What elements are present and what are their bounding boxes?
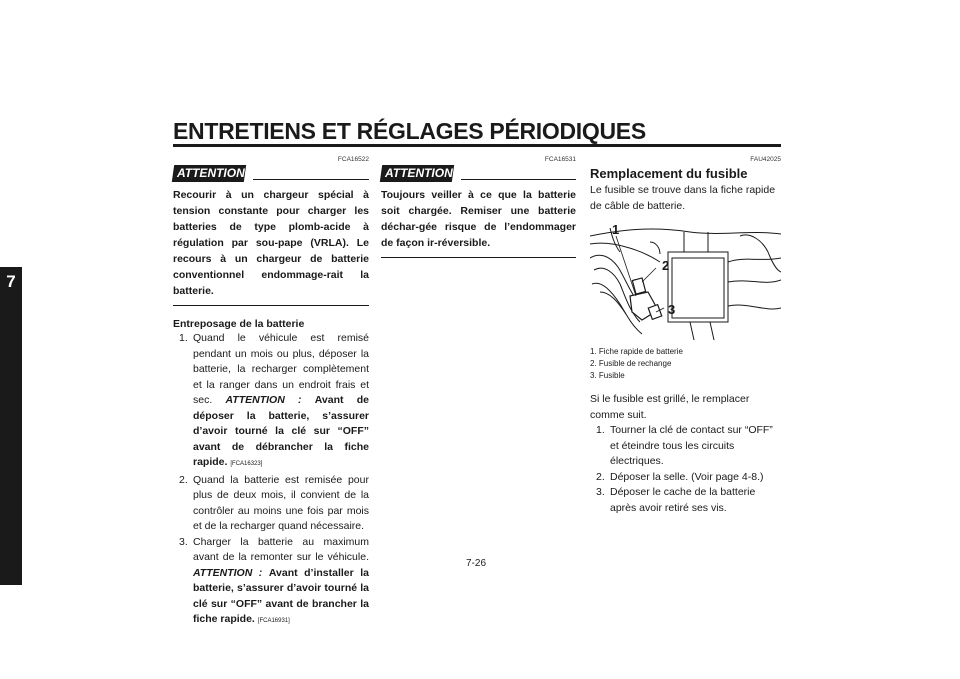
fuse-figure xyxy=(590,222,781,342)
storage-title: Entreposage de la batterie xyxy=(173,318,305,330)
attention-header xyxy=(173,165,369,185)
attention-header xyxy=(381,165,576,185)
caption-1: 1. Fiche rapide de batterie xyxy=(590,347,683,356)
list-item: 1. Tourner la clé de contact sur “OFF” et éteindre tous les circuits électriques. xyxy=(596,424,773,467)
warning-label: ATTENTION : xyxy=(193,566,263,579)
chapter-number: 7 xyxy=(6,272,16,291)
chapter-tab xyxy=(0,267,22,585)
column-1 xyxy=(173,156,369,630)
replace-intro: Si le fusible est grillé, le remplacer comme suit. xyxy=(590,393,750,421)
warning-label: ATTENTION : xyxy=(225,394,302,406)
caption-3: 3. Fusible xyxy=(590,371,625,380)
attention-label: ATTENTION xyxy=(380,165,454,182)
page-title: ENTRETIENS ET RÉGLAGES PÉRIODIQUES xyxy=(173,118,646,144)
reference-code: [FCA16323] xyxy=(230,461,263,467)
attention-line xyxy=(461,179,576,180)
attention-code: FCA16522 xyxy=(337,156,369,163)
attention-text: Toujours veiller à ce que la batterie soit chargée. Remiser une batterie déchar-gée risque de l’endommager de façon ir-réversible. xyxy=(381,189,576,249)
section-title: Remplacement du fusible xyxy=(590,166,748,181)
callout-1: 1 xyxy=(612,222,620,237)
attention-end-rule xyxy=(173,305,369,306)
attention-text: Recourir à un chargeur spécial à tension constante pour charger les batteries de type plomb-acide à régulation par sou-pape (VRLA). Le recours à un chargeur de batterie conventionnel endommage-rait la batterie. xyxy=(173,189,369,297)
callout-2: 2 xyxy=(662,258,670,273)
list-item: 2. Quand la batterie est remisée pour plus de deux mois, il convient de la contrôler au moins une fois par mois et de la recharger quand nécessaire. xyxy=(179,473,369,532)
list-item: 3. Déposer le cache de la batterie après avoir retiré ses vis. xyxy=(596,486,756,514)
callout-3: 3 xyxy=(668,302,676,317)
warning-text: Avant de déposer la batterie, s’assurer d’avoir tourné la clé sur “OFF” avant de débrancher la fiche rapide. xyxy=(193,394,369,468)
attention-line xyxy=(253,179,369,180)
column-2 xyxy=(381,156,576,258)
replace-steps xyxy=(590,423,781,516)
list-item: 1. Quand le véhicule est remisé pendant un mois ou plus, déposer la batterie, la recharger complètement et la ranger dans un endroit frais et sec. ATTENTION : Avant de déposer la batterie, s’assurer d’avoir tourné la clé sur “OFF” avant de débrancher la fiche rapide. [FCA16323] xyxy=(179,332,369,468)
column-3 xyxy=(590,156,781,516)
warning-text: Avant d’installer la batterie, s’assurer d’avoir tourné la clé sur “OFF” avant de brancher la fiche rapide. xyxy=(193,566,369,625)
page-number: 7-26 xyxy=(466,558,487,569)
list-item: 3. Charger la batterie au maximum avant de la remonter sur le véhicule. ATTENTION : Avant d’installer la batterie, s’assurer d’avoir tourné la clé sur “OFF” avant de brancher la fiche rapide. [FCA16931] xyxy=(179,535,369,625)
intro-text: Le fusible se trouve dans la fiche rapide de câble de batterie. xyxy=(590,184,776,212)
attention-label: ATTENTION xyxy=(172,165,246,182)
attention-code: FCA16531 xyxy=(544,156,576,163)
figure-captions xyxy=(590,346,781,382)
reference-code: [FCA16931] xyxy=(257,618,290,624)
storage-list xyxy=(173,331,369,630)
list-item: 2. Déposer la selle. (Voir page 4-8.) xyxy=(596,470,764,483)
fuse-illustration xyxy=(590,222,781,342)
header-rule xyxy=(173,144,781,147)
attention-end-rule xyxy=(381,257,576,258)
caption-2: 2. Fusible de rechange xyxy=(590,359,672,368)
section-code: FAU42025 xyxy=(750,156,781,163)
